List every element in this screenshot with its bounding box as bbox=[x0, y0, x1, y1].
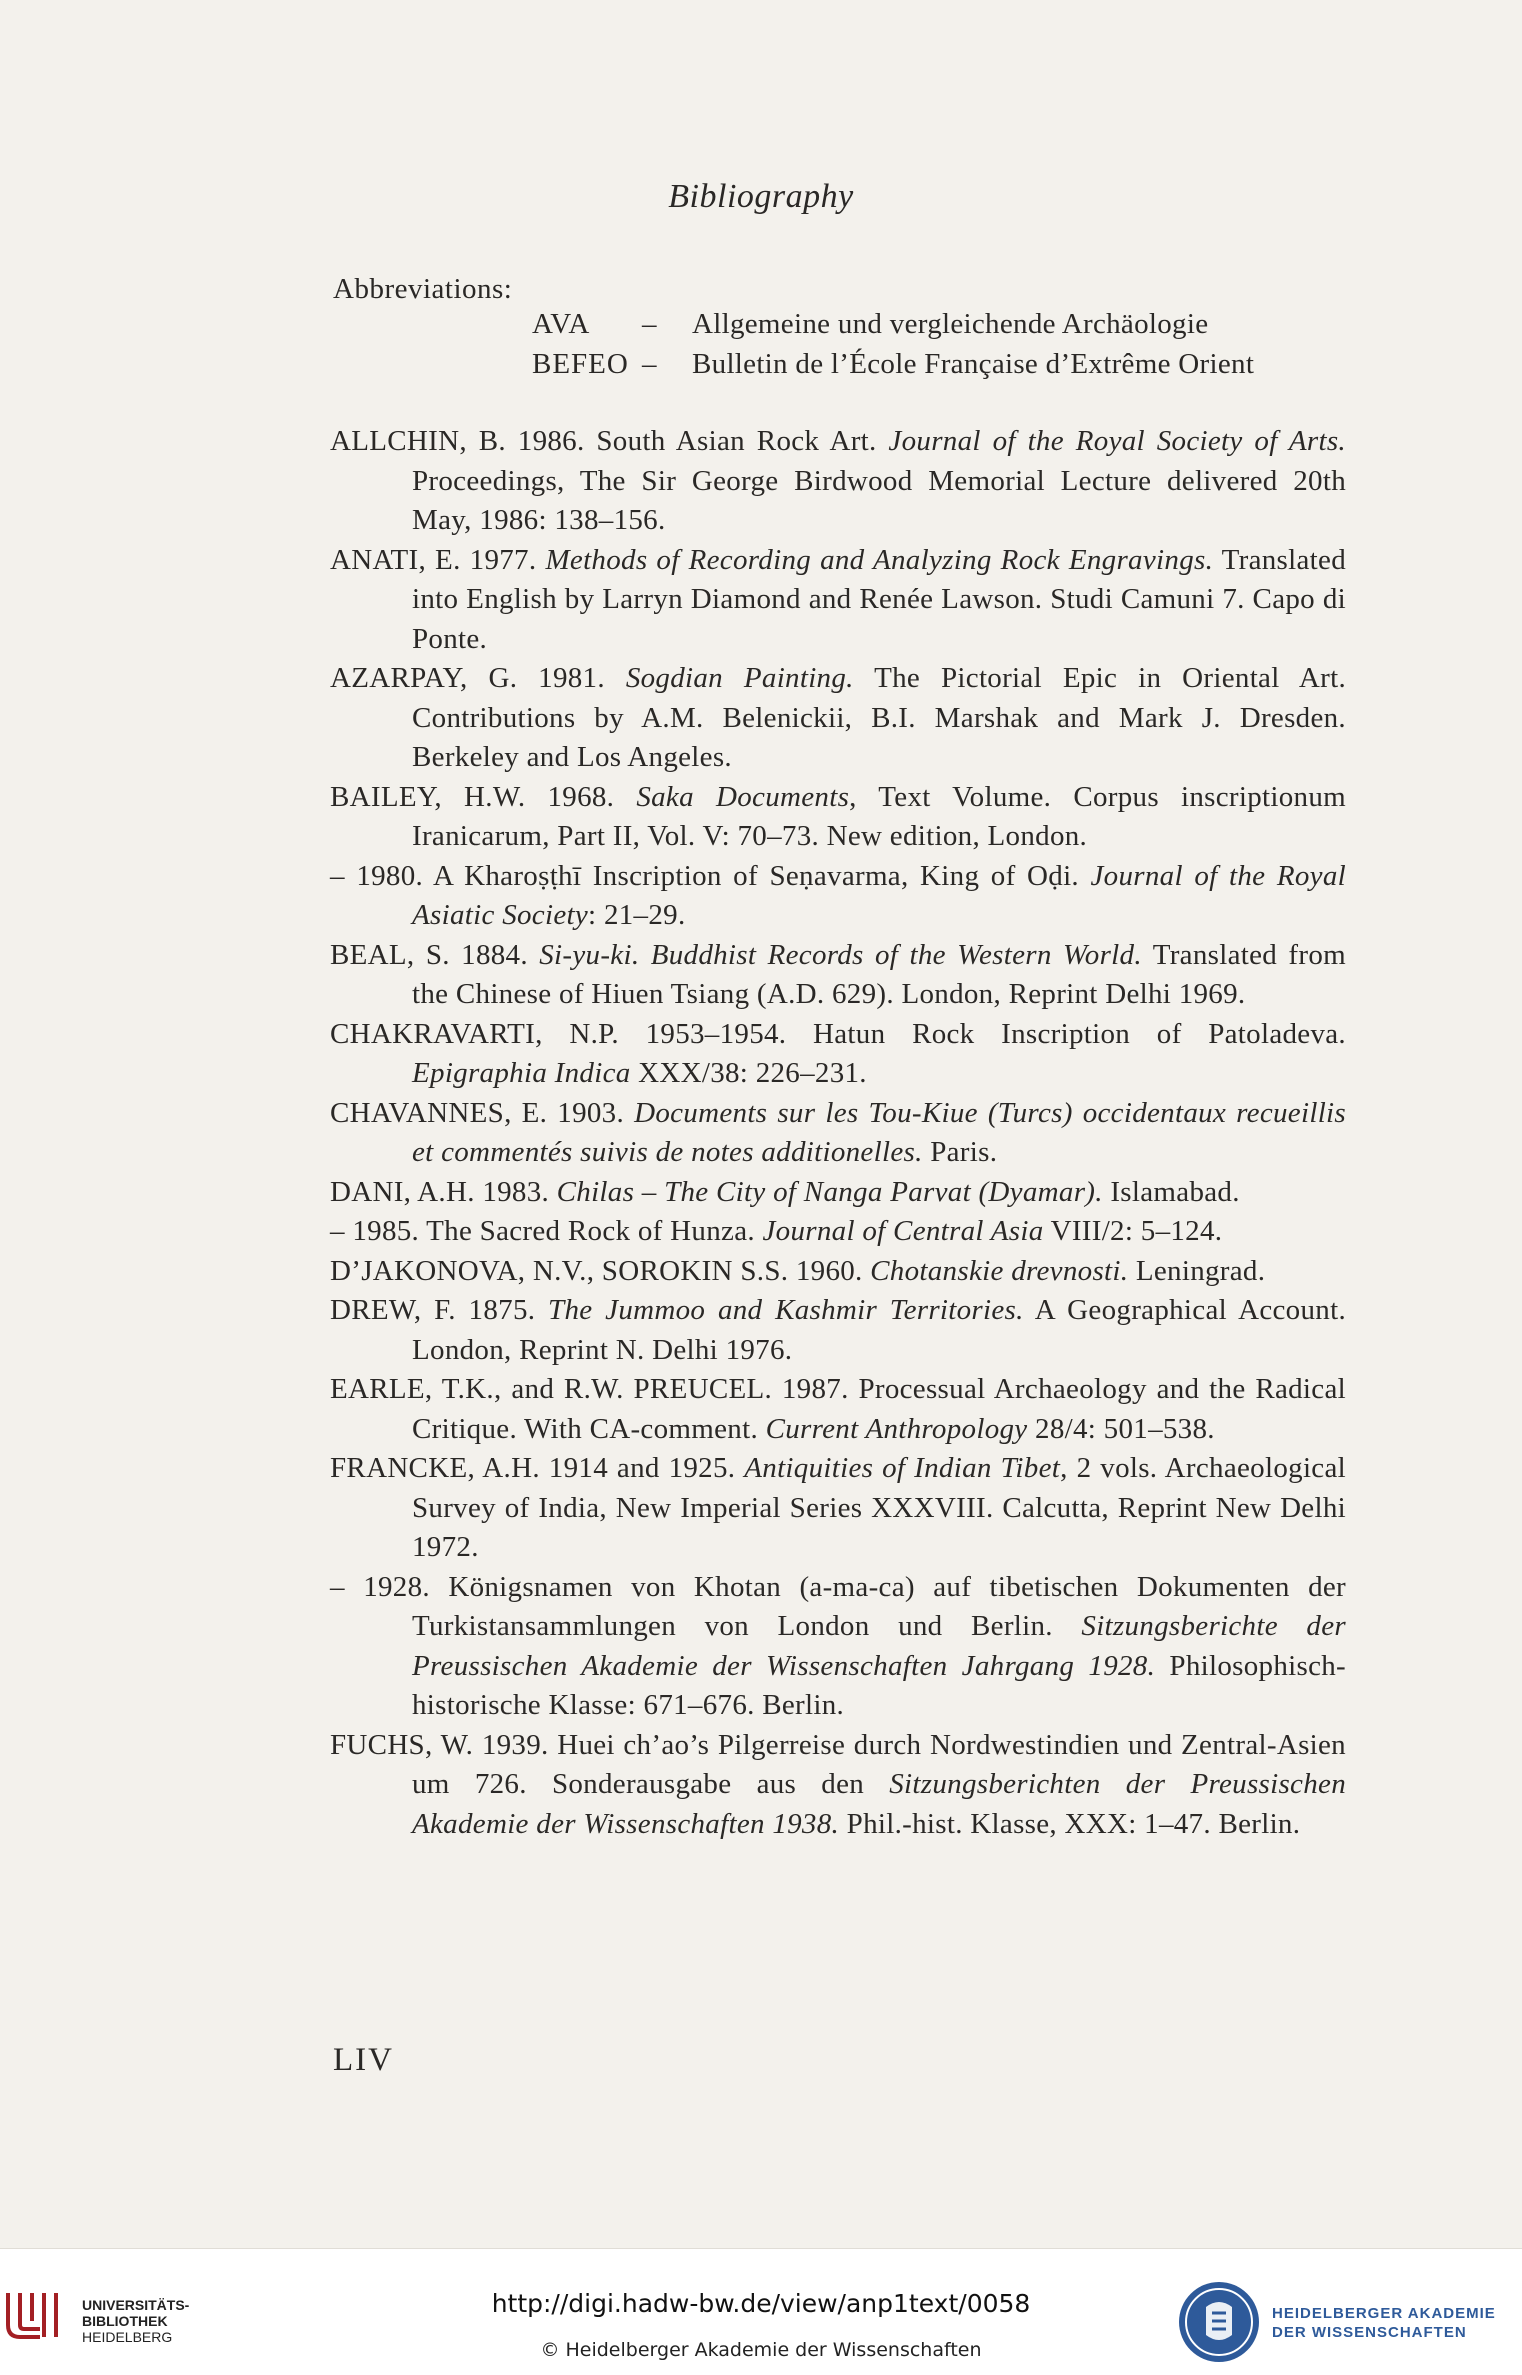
document-url-link[interactable]: http://digi.hadw-bw.de/view/anp1text/0058 bbox=[491, 2289, 1031, 2318]
page-title: Bibliography bbox=[668, 178, 854, 215]
entry-text: Philosophisch-historische Klasse: 671–676. Berlin. bbox=[412, 1649, 1346, 1721]
entry-title: Si-yu-ki. Buddhist Records of the Western World. bbox=[539, 938, 1142, 971]
entry-text: EARLE, T.K., and R.W. PREUCEL. 1987. Processual Archaeology and the Radical Critique. With CA-comment. bbox=[330, 1373, 1346, 1445]
library-name-line: HEIDELBERG bbox=[82, 2329, 173, 2345]
entry-text: Paris. bbox=[922, 1136, 998, 1168]
abbreviation-key: BEFEO bbox=[532, 348, 629, 380]
entry-title: Journal of Central Asia bbox=[762, 1215, 1044, 1247]
entry-text: , Text Volume. Corpus inscriptionum Iranicarum, Part II, Vol. V: 70–73. New edition, London. bbox=[412, 780, 1346, 852]
entry-text: FUCHS, W. 1939. Huei ch’ao’s Pilgerreise durch Nordwestindien und Zentral-Asien um 726. Sonderausgabe aus den bbox=[330, 1728, 1346, 1800]
abbreviation-dash: – bbox=[642, 348, 657, 380]
bibliography-entry bbox=[330, 1015, 1346, 1094]
bibliography-entry bbox=[330, 659, 1346, 778]
page-number: LIV bbox=[333, 2042, 394, 2078]
bibliography-entry bbox=[330, 1212, 1346, 1252]
entry-text: A Geographical Account. London, Reprint N. Delhi 1976. bbox=[412, 1294, 1346, 1366]
entry-text: , 2 vols. Archaeological Survey of India, New Imperial Series XXXVIII. Calcutta, Reprint New Delhi 1972. bbox=[412, 1452, 1346, 1563]
bibliography-entry bbox=[330, 936, 1346, 1015]
entry-text: Phil.-hist. Klasse, XXX: 1–47. Berlin. bbox=[839, 1807, 1301, 1840]
bibliography-entry bbox=[330, 541, 1346, 660]
bibliography-entry bbox=[330, 857, 1346, 936]
bibliography-entry bbox=[330, 422, 1346, 541]
academy-seal-icon bbox=[1176, 2279, 1262, 2365]
entry-text: Translated from the Chinese of Hiuen Tsiang (A.D. 629). London, Reprint Delhi 1969. bbox=[412, 938, 1347, 1010]
entry-text: BAILEY, H.W. 1968. bbox=[330, 780, 637, 813]
copyright-notice: © Heidelberger Akademie der Wissenschaften bbox=[540, 2339, 982, 2361]
entry-text: – 1980. A Kharoṣṭhī Inscription of Seṇavarma, King of Oḍi. bbox=[330, 859, 1091, 892]
abbreviation-row bbox=[532, 348, 1254, 381]
library-name-line: BIBLIOTHEK bbox=[82, 2313, 168, 2329]
bibliography-entry bbox=[330, 1173, 1346, 1213]
entry-title: Methods of Recording and Analyzing Rock Engravings. bbox=[545, 543, 1214, 576]
entry-text: ANATI, E. 1977. bbox=[330, 543, 546, 576]
bibliography-list bbox=[330, 422, 1346, 1844]
entry-title: Current Anthropology bbox=[765, 1412, 1028, 1445]
entry-text: BEAL, S. 1884. bbox=[330, 938, 540, 971]
academy-name bbox=[1272, 2304, 1496, 2342]
entry-text: AZARPAY, G. 1981. bbox=[330, 662, 626, 694]
academy-name-line: HEIDELBERGER AKADEMIE bbox=[1272, 2305, 1496, 2322]
bibliography-entry bbox=[330, 778, 1346, 857]
footer-bar bbox=[0, 2248, 1522, 2375]
entry-text: – 1928. Königsnamen von Khotan (a-ma-ca) auf tibetischen Dokumenten der Turkistansammlungen von London und Berlin. bbox=[330, 1570, 1346, 1642]
entry-title: Documents sur les Tou-Kiue (Turcs) occidentaux recueillis et commentés suivis de notes additionelles. bbox=[412, 1096, 1346, 1168]
academy-name-line: DER WISSENSCHAFTEN bbox=[1272, 2324, 1467, 2341]
entry-text: Leningrad. bbox=[1128, 1254, 1266, 1287]
entry-title: Chotanskie drevnosti. bbox=[870, 1254, 1129, 1287]
entry-title: Journal of the Royal Society of Arts. bbox=[888, 425, 1346, 457]
entry-title: Saka Documents bbox=[636, 780, 850, 813]
abbreviation-dash: – bbox=[642, 308, 657, 340]
entry-text: ALLCHIN, B. 1986. South Asian Rock Art. bbox=[330, 425, 889, 457]
entry-title: Epigraphia Indica bbox=[412, 1057, 631, 1089]
entry-text: Translated into English by Larryn Diamond and Renée Lawson. Studi Camuni 7. Capo di Ponte. bbox=[412, 543, 1346, 655]
entry-title: The Jummoo and Kashmir Territories. bbox=[548, 1294, 1024, 1326]
entry-text: 28/4: 501–538. bbox=[1027, 1412, 1215, 1445]
abbreviation-value: Allgemeine und vergleichende Archäologie bbox=[692, 308, 1209, 340]
entry-text: VIII/2: 5–124. bbox=[1043, 1215, 1223, 1247]
entry-title: Sitzungsberichte der Preussischen Akademie der Wissenschaften Jahrgang 1928. bbox=[412, 1610, 1346, 1682]
bibliography-entry bbox=[330, 1568, 1346, 1726]
entry-text: Islamabad. bbox=[1102, 1175, 1240, 1208]
abbreviation-row bbox=[532, 308, 1208, 341]
entry-text: FRANCKE, A.H. 1914 and 1925. bbox=[330, 1452, 745, 1484]
entry-text: The Pictorial Epic in Oriental Art. Contributions by A.M. Belenickii, B.I. Marshak and Mark J. Dresden. Berkeley and Los Angeles. bbox=[412, 662, 1346, 773]
entry-text: DREW, F. 1875. bbox=[330, 1294, 549, 1326]
bibliography-entry bbox=[330, 1370, 1346, 1449]
entry-text: Proceedings, The Sir George Birdwood Memorial Lecture delivered 20th May, 1986: 138–156. bbox=[412, 464, 1346, 536]
bibliography-entry bbox=[330, 1449, 1346, 1568]
bibliography-entry bbox=[330, 1726, 1346, 1845]
bibliography-entry bbox=[330, 1252, 1346, 1292]
abbreviation-key: AVA bbox=[532, 308, 591, 340]
bibliography-entry bbox=[330, 1094, 1346, 1173]
library-name-line: UNIVERSITÄTS- bbox=[82, 2297, 190, 2313]
entry-text: : 21–29. bbox=[588, 899, 686, 931]
entry-title: Chilas – The City of Nanga Parvat (Dyamar). bbox=[556, 1175, 1103, 1208]
entry-text: D’JAKONOVA, N.V., SOROKIN S.S. 1960. bbox=[330, 1254, 871, 1287]
entry-text: CHAKRAVARTI, N.P. 1953–1954. Hatun Rock Inscription of Patoladeva. bbox=[330, 1017, 1346, 1050]
entry-title: Sogdian Painting. bbox=[625, 662, 854, 694]
bibliography-entry bbox=[330, 1291, 1346, 1370]
entry-text: DANI, A.H. 1983. bbox=[330, 1175, 557, 1208]
entry-title: Journal of the Royal Asiatic Society bbox=[412, 859, 1347, 931]
entry-text: XXX/38: 226–231. bbox=[630, 1057, 867, 1089]
abbreviations-heading: Abbreviations: bbox=[333, 273, 513, 305]
entry-text: CHAVANNES, E. 1903. bbox=[330, 1096, 635, 1129]
abbreviation-value: Bulletin de l’École Française d’Extrême Orient bbox=[692, 348, 1255, 380]
entry-title: Sitzungsberichten der Preussischen Akademie der Wissenschaften 1938. bbox=[412, 1768, 1346, 1840]
entry-title: Antiquities of Indian Tibet bbox=[744, 1452, 1061, 1484]
entry-text: – 1985. The Sacred Rock of Hunza. bbox=[330, 1215, 763, 1247]
